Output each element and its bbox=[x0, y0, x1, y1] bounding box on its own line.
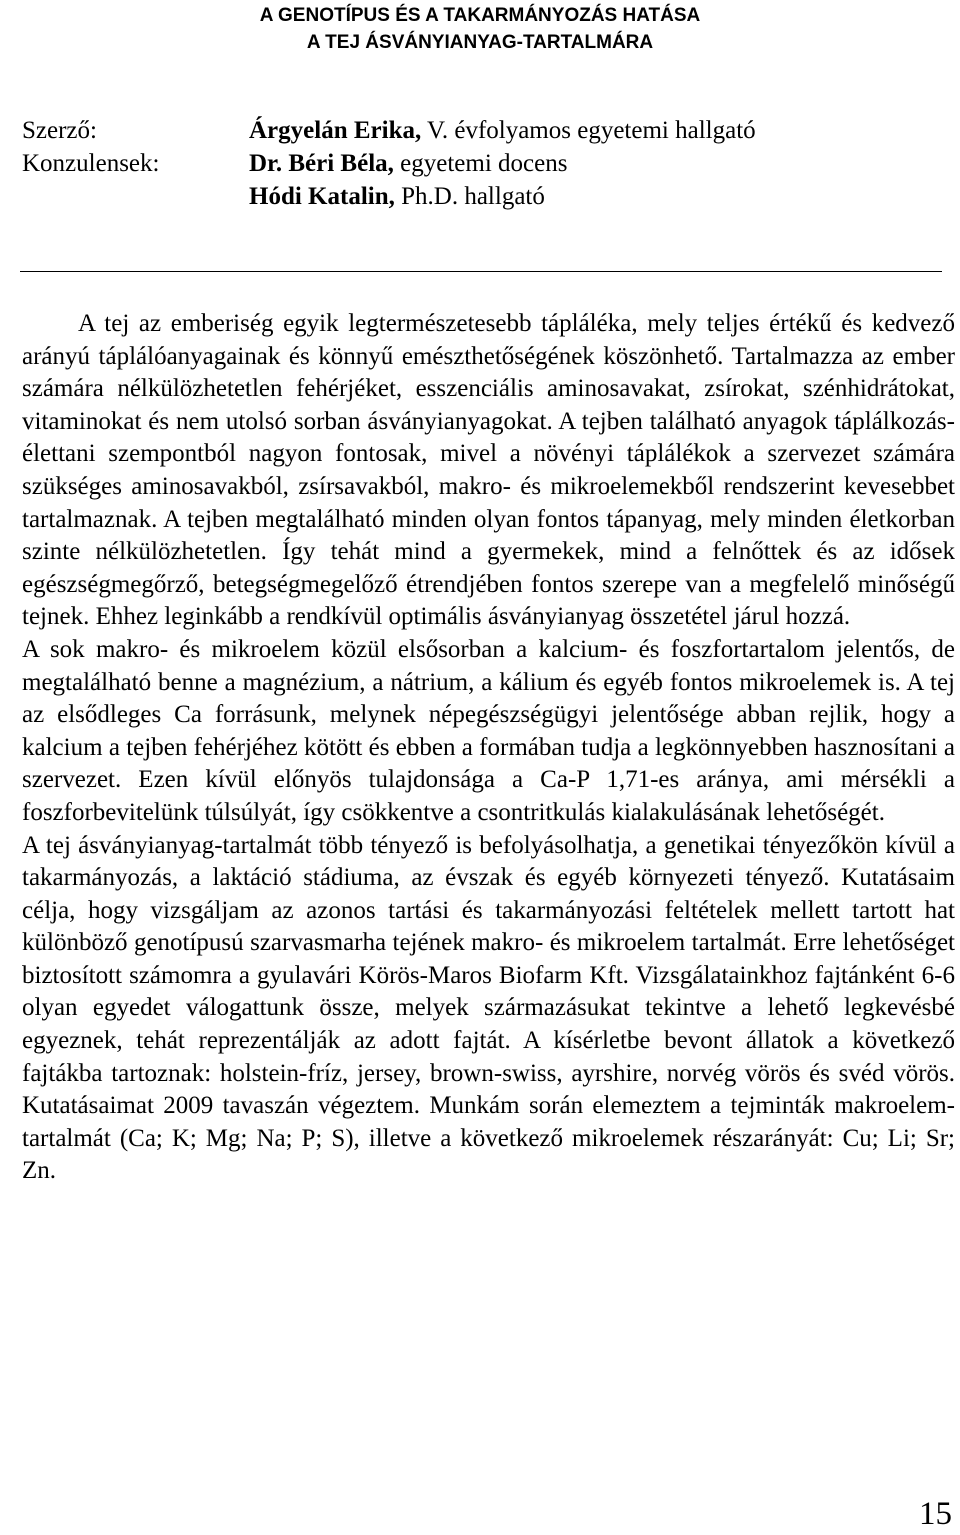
paragraph-3: A tej ásványianyag-tartalmát több tényező is befolyásolhatja, a genetikai tényezőkön kívül a takarmányozás, a laktáció stádiuma, az évszak és egyéb környezeti tényező. Kutatásaim célja, hogy vizsgáljam az azonos tartási és takarmányozási feltételek mellett tartott hat különböző genotípusú szarvasmarha tejének makro- és mikroelem tartalmát. Erre lehetőséget biztosított számomra a gyulavári Körös-Maros Biofarm Kft. Vizsgálatainkhoz fajtánként 6-6 olyan egyedet válogattunk össze, melyek származásukat tekintve a lehető legkevésbé egyeznek, tehát reprezentálják az adott fajtát. A kísérletbe bevont állatok a következő fajtákba tartoznak: holstein-fríz, jersey, brown-swiss, ayrshire, norvég vörös és svéd vörös. Kutatásaimat 2009 tavaszán végeztem. Munkám során elemeztem a tejminták makroelem-tartalmát (Ca; K; Mg; Na; P; S), illetve a következő mikroelemek részarányát: Cu; Li; Sr; Zn. bbox=[22, 831, 955, 1185]
document-body bbox=[22, 308, 955, 1188]
supervisor-2-name: Hódi Katalin, bbox=[249, 183, 395, 210]
title-line-1: A GENOTÍPUS ÉS A TAKARMÁNYOZÁS HATÁSA bbox=[259, 5, 701, 26]
supervisors-label: Konzulensek: bbox=[22, 150, 160, 177]
title-line-2: A TEJ ÁSVÁNYIANYAG-TARTALMÁRA bbox=[306, 32, 654, 53]
supervisor-1-role: egyetemi docens bbox=[393, 150, 568, 177]
page-number: 15 bbox=[919, 1496, 952, 1532]
supervisor-1-name: Dr. Béri Béla, bbox=[249, 150, 394, 177]
supervisor-row-2 bbox=[22, 180, 756, 213]
supervisor-row-1 bbox=[22, 147, 756, 180]
supervisor-2-role: Ph.D. hallgató bbox=[394, 183, 545, 210]
supervisors-label-spacer bbox=[22, 180, 249, 213]
supervisor-2-value bbox=[249, 180, 545, 213]
author-label: Szerző: bbox=[22, 117, 97, 144]
supervisor-1-value bbox=[249, 147, 567, 180]
author-value bbox=[249, 114, 756, 147]
paragraph-2: A sok makro- és mikroelem közül elsősorban a kalcium- és foszfortartalom jelentős, de megtalálható benne a magnézium, a nátrium, a kálium és egyéb fontos mikroelemek is. A tej az elsődleges Ca forrásunk, melynek népegészségügyi jelentősége abban rejlik, hogy a kalcium a tejben fehérjéhez kötött és ebben a formában tudja a legkönnyebben hasznosítani a szervezet. Ezen kívül előnyös tulajdonsága a Ca-P 1,71-es aránya, ami mérsékli a foszforbevitelünk túlsúlyát, így csökkentve a csontritkulás kialakulásának lehetőségét. bbox=[22, 635, 955, 826]
paragraph-1: A tej az emberiség egyik legtermészetesebb tápláléka, mely teljes értékű és kedvező arányú táplálóanyagainak és könnyű emészthetőségének köszönhető. Tartalmazza az ember számára nélkülözhetetlen fehérjéket, esszenciális aminosavakat, zsírokat, szénhidrátokat, vitaminokat és nem utolsó sorban ásványianyagokat. A tejben található anyagok táplálkozás-élettani szempontból nagyon fontosak, mivel a növényi táplálékok a szervezet számára szükséges aminosavakból, zsírsavakból, makro- és mikroelemekből rendszerint kevesebbet tartalmaznak. A tejben megtalálható minden olyan fontos tápanyag, mely minden életkorban szinte nélkülözhetetlen. Így tehát mind a gyermekek, mind a felnőttek és az idősek egészségmegőrző, betegségmegelőző étrendjében fontos szerepe van a megfelelő minőségű tejnek. Ehhez leginkább a rendkívül optimális ásványianyag összetétel járul hozzá. bbox=[22, 310, 955, 631]
author-row bbox=[22, 114, 756, 147]
author-name: Árgyelán Erika, bbox=[249, 117, 422, 144]
author-role: V. évfolyamos egyetemi hallgató bbox=[421, 117, 756, 144]
header-divider bbox=[20, 271, 942, 272]
author-block bbox=[22, 114, 756, 213]
document-title bbox=[0, 2, 960, 56]
